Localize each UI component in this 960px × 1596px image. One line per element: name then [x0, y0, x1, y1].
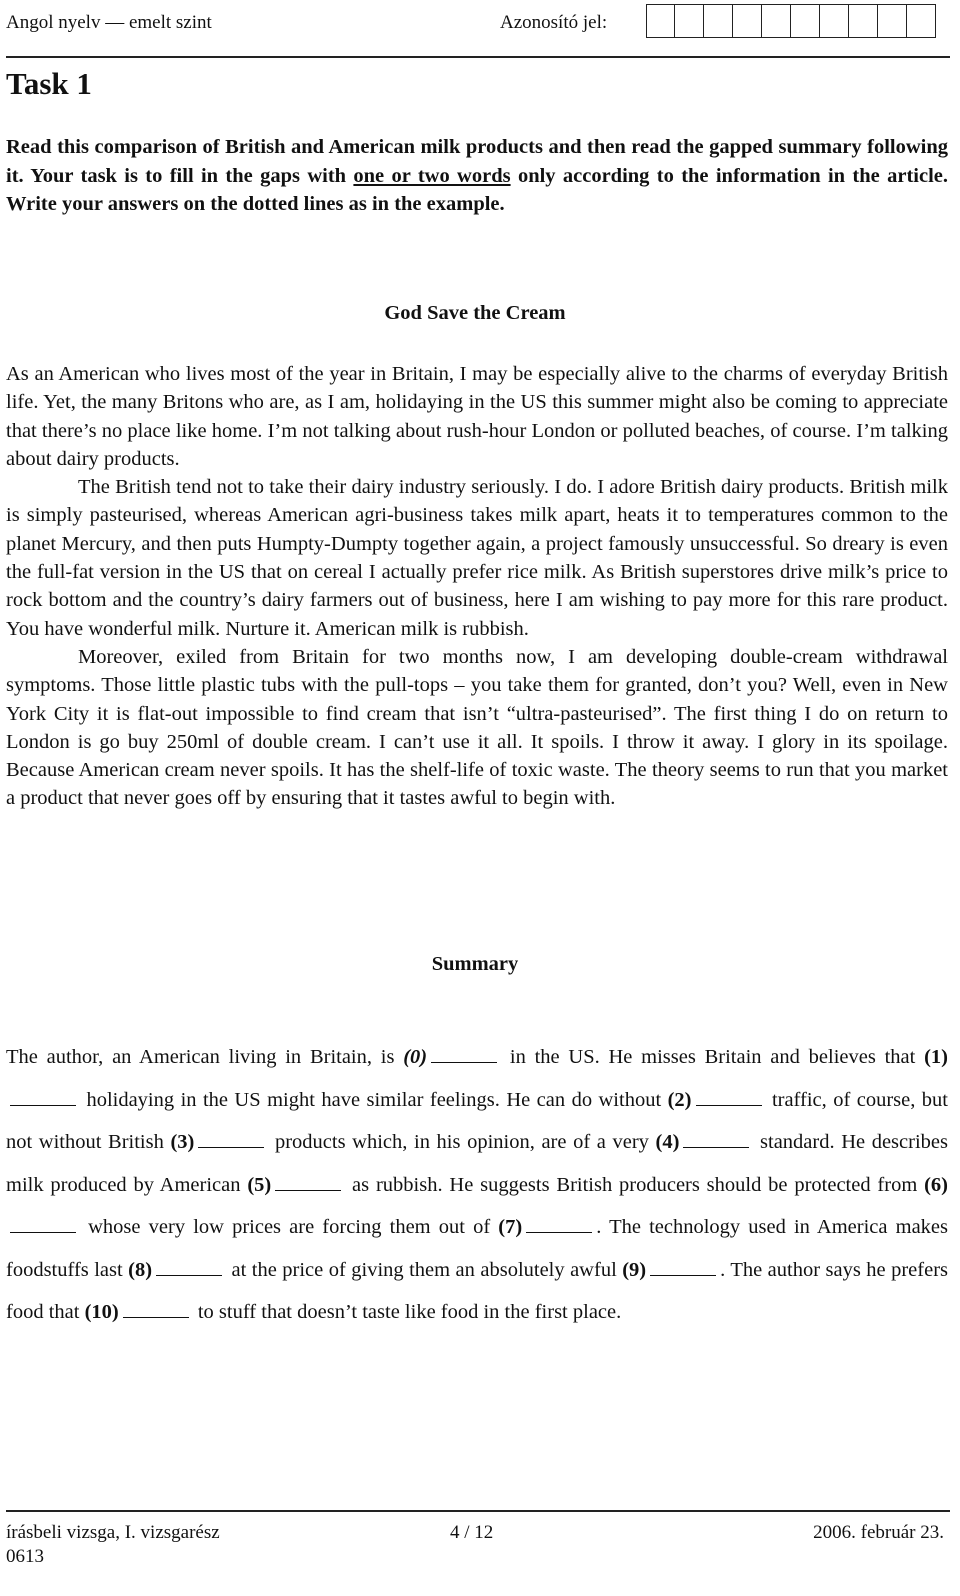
- page-number: 4 / 12: [450, 1522, 494, 1543]
- summary-text-segment: The author, an American living in Britain, is: [6, 1046, 404, 1068]
- article-title: God Save the Cream: [384, 302, 566, 324]
- id-box[interactable]: [849, 4, 878, 38]
- gap-number-3: (3): [170, 1131, 195, 1153]
- answer-gap-5[interactable]: [275, 1174, 341, 1191]
- answer-gap-3[interactable]: [198, 1131, 264, 1148]
- summary-text-segment: whose very low prices are forcing them out of: [80, 1216, 499, 1238]
- task-title: Task 1: [6, 66, 92, 101]
- summary-text-segment: holidaying in the US might have similar feelings. He can do without: [80, 1088, 668, 1111]
- summary-text-segment: standard. He describes milk produced by American: [6, 1131, 948, 1196]
- answer-gap-9[interactable]: [650, 1259, 716, 1276]
- gap-number-8: (8): [128, 1258, 153, 1281]
- answer-gap-7[interactable]: [526, 1216, 592, 1233]
- answer-gap-0[interactable]: [431, 1046, 497, 1063]
- gap-number-7: (7): [498, 1216, 523, 1238]
- id-box[interactable]: [675, 4, 704, 38]
- answer-gap-10[interactable]: [123, 1301, 189, 1318]
- summary-title: Summary: [431, 953, 519, 975]
- footer-divider: [6, 1510, 950, 1512]
- gap-number-10: (10): [84, 1301, 119, 1323]
- id-box[interactable]: [907, 4, 936, 38]
- id-box[interactable]: [646, 4, 675, 38]
- id-boxes: [646, 4, 936, 38]
- instructions: [6, 133, 948, 219]
- summary-text: [6, 1036, 948, 1334]
- gap-number-2: (2): [667, 1088, 692, 1111]
- header-divider: [6, 56, 950, 58]
- summary-text-segment: . The author says he prefers food that: [6, 1258, 948, 1323]
- page-header: [6, 4, 950, 40]
- summary-text-segment: at the price of giving them an absolutely awful: [226, 1258, 623, 1281]
- article-body: [6, 360, 948, 813]
- answer-gap-8[interactable]: [156, 1259, 222, 1276]
- summary-text-segment: products which, in his opinion, are of a very: [268, 1131, 656, 1153]
- exam-part: írásbeli vizsga, I. vizsgarész: [6, 1522, 220, 1543]
- exam-subject: Angol nyelv — emelt szint: [6, 12, 212, 33]
- answer-gap-6[interactable]: [10, 1216, 76, 1233]
- id-box[interactable]: [762, 4, 791, 38]
- article-paragraph: The British tend not to take their dairy industry seriously. I do. I adore British dairy products. British milk is simply pasteurised, whereas American agri-business takes milk apart, heats it to temperatures common to the planet Mercury, and then puts Humpty-Dumpty together again, a project famously unsuccessful. So dreary is even the full-fat version in the US that on cereal I actually prefer rice milk. As British superstores drive milk’s price to rock bottom and the country’s dairy farmers out of business, here I am wishing to pay more for this rare product. You have wonderful milk. Nurture it. American milk is rubbish.: [6, 476, 948, 640]
- id-box[interactable]: [878, 4, 907, 38]
- gap-number-0: (0): [403, 1046, 428, 1068]
- summary-text-segment: . The technology used in America makes foodstuffs last: [6, 1216, 949, 1281]
- id-box[interactable]: [791, 4, 820, 38]
- id-box[interactable]: [704, 4, 733, 38]
- gap-number-1: (1): [924, 1046, 948, 1068]
- summary-text-segment: to stuff that doesn’t taste like food in the first place.: [192, 1301, 622, 1323]
- article-paragraph: As an American who lives most of the year in Britain, I may be especially alive to the charms of everyday British life. Yet, the many Britons who are, as I am, holidaying in the US this summer might also be coming to appreciate that there’s no place like home. I’m not talking about rush-hour London or polluted beaches, of course. I’m talking about dairy products.: [6, 363, 948, 470]
- id-label: Azonosító jel:: [500, 12, 608, 33]
- gap-number-9: (9): [622, 1258, 647, 1281]
- exam-code: 0613: [6, 1546, 44, 1567]
- answer-gap-2[interactable]: [696, 1089, 762, 1106]
- gap-number-5: (5): [247, 1173, 272, 1196]
- id-box[interactable]: [733, 4, 762, 38]
- instructions-underlined: one or two words: [353, 164, 511, 187]
- summary-text-segment: traffic, of course, but not without British: [6, 1088, 948, 1153]
- answer-gap-4[interactable]: [683, 1131, 749, 1148]
- instructions-text-1: Read this comparison of British and American milk products and then read the gapped summary following it. Your task is to fill in the gaps with: [6, 136, 948, 187]
- article-paragraph: Moreover, exiled from Britain for two months now, I am developing double-cream withdrawal symptoms. Those little plastic tubs with the pull-tops – you take them for granted, don’t you? Well, even in New York City it is flat-out impossible to find cream that isn’t “ultra-pasteurised”. The first thing I do on return to London is go buy 250ml of double cream. I can’t use it all. It spoils. I throw it away. I glory in its spoilage. Because American cream never spoils. It has the shelf-life of toxic waste. The theory seems to run that you market a product that never goes off by ensuring that it tastes awful to begin with.: [6, 645, 948, 810]
- gap-number-4: (4): [655, 1131, 680, 1153]
- instructions-text-2: only according to the information in the article. Write your answers on the dotted lines as in the example.: [6, 164, 948, 215]
- summary-text-segment: in the US. He misses Britain and believes that: [501, 1046, 925, 1068]
- gap-number-6: (6): [924, 1173, 948, 1196]
- id-box[interactable]: [820, 4, 849, 38]
- answer-gap-1[interactable]: [10, 1089, 76, 1106]
- summary-text-segment: as rubbish. He suggests British producers should be protected from: [345, 1173, 925, 1196]
- exam-date: 2006. február 23.: [813, 1522, 944, 1543]
